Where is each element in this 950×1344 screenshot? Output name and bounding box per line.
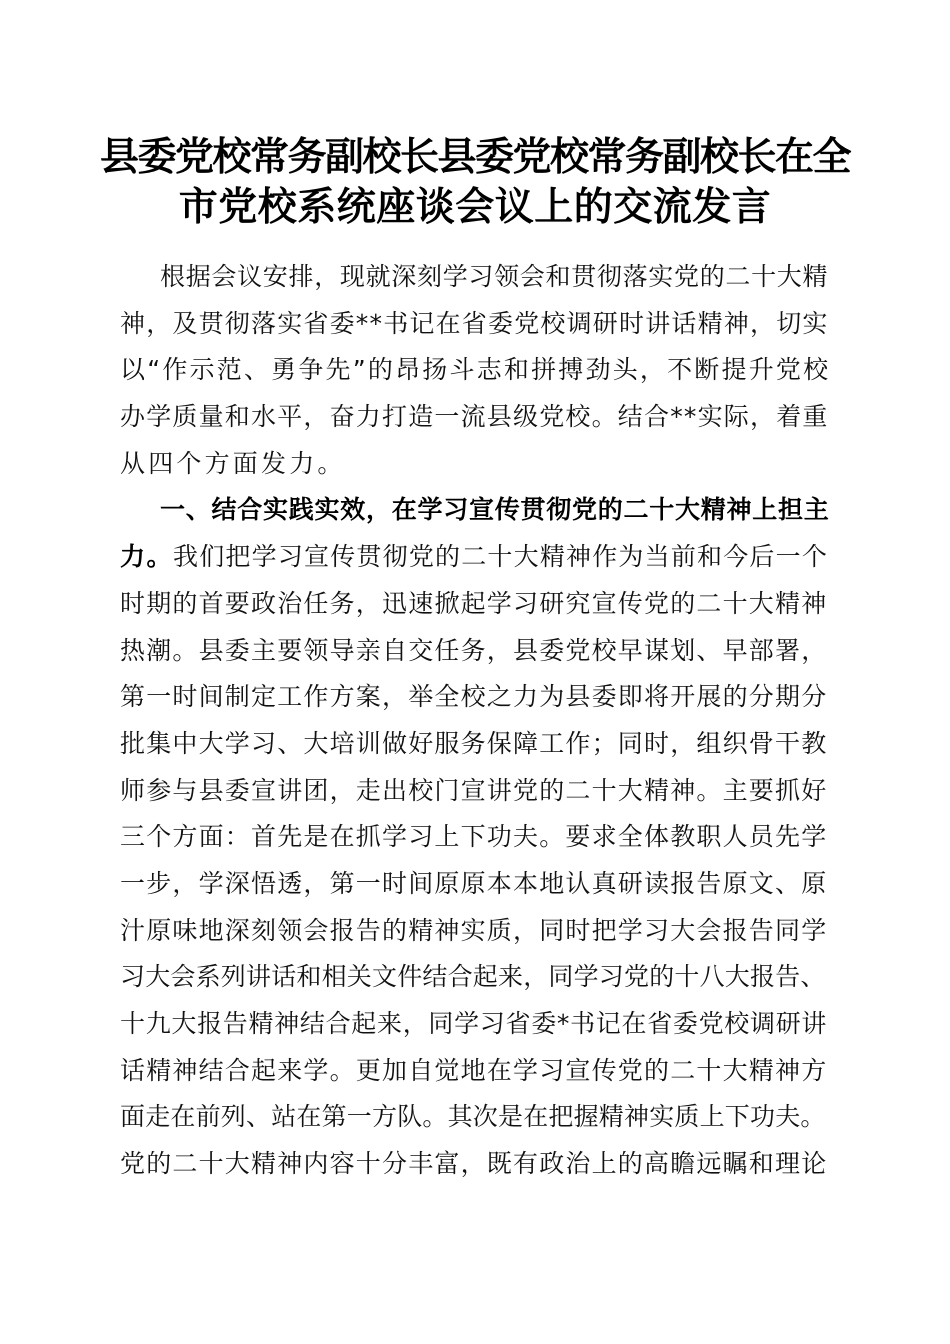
title-line: 县委党校常务副校长县委党校常务副校长在全 — [100, 134, 851, 180]
document-title — [100, 132, 850, 232]
text-line: 根据会议安排，现就深刻学习领会和贯彻落实党的二十大精 — [160, 262, 829, 291]
text-line: 师参与县委宣讲团，走出校门宣讲党的二十大精神。主要抓好 — [120, 775, 828, 805]
section-heading: 一、结合实践实效，在学习宣传贯彻党的二十大精神上担主 — [160, 495, 830, 525]
document-body — [120, 254, 832, 1188]
text-line: 以“作示范、勇争先”的昂扬斗志和拼搏劲头，不断提升党校 — [120, 355, 831, 385]
text-line: 第一时间制定工作方案，举全校之力为县委即将开展的分期分 — [120, 682, 828, 712]
paragraph-intro — [120, 254, 832, 487]
text-line — [120, 534, 832, 581]
text-run: 我们把学习宣传贯彻党的二十大精神作为当前和今后一个 — [173, 542, 829, 572]
text-line: 十九大报告精神结合起来，同学习省委*书记在省委党校调研讲 — [120, 1009, 828, 1038]
text-line: 面走在前列、站在第一方队。其次是在把握精神实质上下功夫。 — [120, 1102, 826, 1132]
text-line: 汁原味地深刻领会报告的精神实质，同时把学习大会报告同学 — [120, 915, 828, 945]
text-line: 神，及贯彻落实省委**书记在省委党校调研时讲话精神，切实 — [120, 308, 829, 338]
text-line: 三个方面：首先是在抓学习上下功夫。要求全体教职人员先学 — [120, 822, 828, 852]
title-line: 市党校系统座谈会议上的交流发言 — [178, 184, 772, 230]
text-line: 时期的首要政治任务，迅速掀起学习研究宣传党的二十大精神 — [120, 588, 828, 618]
text-line: 话精神结合起来学。更加自觉地在学习宣传党的二十大精神方 — [120, 1055, 828, 1085]
paragraph-section-1 — [120, 487, 832, 1187]
text-line: 党的二十大精神内容十分丰富，既有政治上的高瞻远瞩和理论 — [120, 1149, 828, 1179]
text-line: 一步，学深悟透，第一时间原原本本地认真研读报告原文、原 — [120, 868, 828, 898]
text-line: 习大会系列讲话和相关文件结合起来，同学习党的十八大报告、 — [120, 962, 826, 992]
text-line: 办学质量和水平，奋力打造一流县级党校。结合**实际，着重 — [120, 402, 829, 432]
text-line: 批集中大学习、大培训做好服务保障工作；同时，组织骨干教 — [120, 728, 828, 758]
text-line: 热潮。县委主要领导亲自交任务，县委党校早谋划、早部署， — [120, 635, 828, 665]
section-heading-end: 力。 — [120, 542, 174, 572]
text-line: 从四个方面发力。 — [120, 448, 346, 478]
